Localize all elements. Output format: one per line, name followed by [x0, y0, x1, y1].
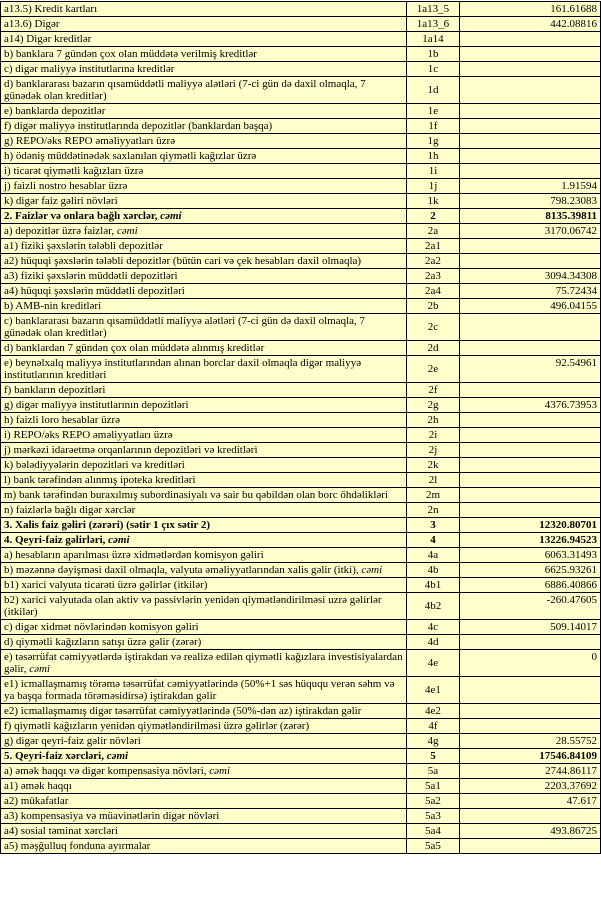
- table-row: [1, 719, 601, 734]
- row-code: 2l: [407, 473, 460, 488]
- row-code: 4b: [407, 563, 460, 578]
- table-row: [1, 824, 601, 839]
- row-value: [460, 503, 601, 518]
- row-code: 4a: [407, 548, 460, 563]
- table-row: [1, 2, 601, 17]
- row-code: 1k: [407, 194, 460, 209]
- row-label: e1) icmallaşmamış törəmə təsərrüfat cəmiyyətlərində (50%+1 səs hüququ verən səhm və ya başqa formada törəməsidirsə) iştirakdan gəlir: [1, 677, 407, 704]
- label-italic-suffix: cəmi: [361, 564, 383, 576]
- row-value: [460, 809, 601, 824]
- row-code: 1c: [407, 62, 460, 77]
- row-label: b2) xarici valyutada olan aktiv və passivlərin yenidən qiymətləndirilməsi uzrə gəlirlər (itkilər): [1, 593, 407, 620]
- row-label: 2. Faizlər və onlara bağlı xərclər, cəmi: [1, 209, 407, 224]
- row-value: 8135.39811: [460, 209, 601, 224]
- row-label: d) qiymətli kağızların satışı üzrə gəlir (zərər): [1, 635, 407, 650]
- row-label: a4) hüquqi şəxslərin müddətli depozitləri: [1, 284, 407, 299]
- row-code: 2a2: [407, 254, 460, 269]
- row-label: b) məzənnə dəyişməsi daxil olmaqla, valyuta əməliyyatlarından xalis gəlir (itki), cəmi: [1, 563, 407, 578]
- table-row: [1, 704, 601, 719]
- row-value: 798.23083: [460, 194, 601, 209]
- table-row: [1, 563, 601, 578]
- table-row: [1, 104, 601, 119]
- row-label: d) banklararası bazarın qısamüddətli maliyyə alətləri (7-ci gün də daxil olmaqla, 7 günədək olan kreditlər): [1, 77, 407, 104]
- table-row: [1, 593, 601, 620]
- table-row: [1, 164, 601, 179]
- row-value: 0: [460, 650, 601, 677]
- row-code: 2g: [407, 398, 460, 413]
- table-row: [1, 809, 601, 824]
- row-code: 4e2: [407, 704, 460, 719]
- row-label: c) banklararası bazarın qısamüddətli maliyyə alətləri (7-ci gün də daxil olmaqla, 7 günədək olan kreditlər): [1, 314, 407, 341]
- row-label: a2) mükafatlar: [1, 794, 407, 809]
- row-label: m) bank tərəfindən buraxılmış subordinasiyalı və sair bu qəbildən olan borc öhdəlikləri: [1, 488, 407, 503]
- row-value: 509.14017: [460, 620, 601, 635]
- row-value: [460, 443, 601, 458]
- row-value: [460, 428, 601, 443]
- table-row: [1, 677, 601, 704]
- row-code: 4b1: [407, 578, 460, 593]
- row-value: 1.91594: [460, 179, 601, 194]
- row-value: [460, 32, 601, 47]
- row-code: 5a5: [407, 839, 460, 854]
- table-row: [1, 299, 601, 314]
- row-value: [460, 341, 601, 356]
- row-label: d) banklardan 7 gündən çox olan müddətə alınmış kreditlər: [1, 341, 407, 356]
- row-label: a) hesabların aparılması üzrə xidmətlərdən komisyon gəliri: [1, 548, 407, 563]
- table-row: [1, 503, 601, 518]
- row-label: e2) icmallaşmamış digər təsərrüfat cəmiyyətlərində (50%-dən az) iştirakdan gəlir: [1, 704, 407, 719]
- table-row: [1, 383, 601, 398]
- row-label: g) digər qeyri-faiz gəlir növləri: [1, 734, 407, 749]
- row-code: 4b2: [407, 593, 460, 620]
- row-code: 1i: [407, 164, 460, 179]
- table-row: [1, 356, 601, 383]
- row-label: g) digər maliyyə institutlarının depozitləri: [1, 398, 407, 413]
- row-value: 2203.37692: [460, 779, 601, 794]
- row-label: a3) fiziki şəxslərin müddətli depozitləri: [1, 269, 407, 284]
- row-code: 5a1: [407, 779, 460, 794]
- label-italic-suffix: cəmi: [106, 750, 129, 762]
- row-label: c) digər xidmət növlərindən komisyon gəliri: [1, 620, 407, 635]
- table-row: [1, 341, 601, 356]
- row-value: 17546.84109: [460, 749, 601, 764]
- row-value: [460, 383, 601, 398]
- table-row: [1, 635, 601, 650]
- table-body: [1, 2, 601, 854]
- table-row: [1, 518, 601, 533]
- row-code: 2j: [407, 443, 460, 458]
- table-row: [1, 224, 601, 239]
- table-row: [1, 209, 601, 224]
- row-value: [460, 314, 601, 341]
- row-code: 1h: [407, 149, 460, 164]
- row-value: [460, 119, 601, 134]
- row-code: 2c: [407, 314, 460, 341]
- table-row: [1, 314, 601, 341]
- row-code: 2k: [407, 458, 460, 473]
- label-italic-suffix: cəmi: [209, 765, 231, 777]
- row-label: f) bankların depozitləri: [1, 383, 407, 398]
- row-value: 3170.06742: [460, 224, 601, 239]
- row-code: 2b: [407, 299, 460, 314]
- row-label: b) AMB-nin kreditləri: [1, 299, 407, 314]
- row-code: 2n: [407, 503, 460, 518]
- table-row: [1, 488, 601, 503]
- row-code: 1e: [407, 104, 460, 119]
- row-label: n) faizlərlə bağlı digər xərclər: [1, 503, 407, 518]
- row-label: a4) sosial təminat xərcləri: [1, 824, 407, 839]
- row-code: 2a: [407, 224, 460, 239]
- row-label: a5) məşğulluq fonduna ayırmalar: [1, 839, 407, 854]
- row-code: 1d: [407, 77, 460, 104]
- row-value: [460, 134, 601, 149]
- row-code: 2d: [407, 341, 460, 356]
- table-row: [1, 134, 601, 149]
- row-code: 5a3: [407, 809, 460, 824]
- row-value: [460, 62, 601, 77]
- row-label: b) banklara 7 gündən çox olan müddətə verilmiş kreditlər: [1, 47, 407, 62]
- row-code: 5a: [407, 764, 460, 779]
- row-label: a1) əmək haqqı: [1, 779, 407, 794]
- row-label: a) əmək haqqı və digər kompensasiya növləri, cəmi: [1, 764, 407, 779]
- row-label: 3. Xalis faiz gəliri (zərəri) (sətir 1 çıx sətir 2): [1, 518, 407, 533]
- table-row: [1, 794, 601, 809]
- table-row: [1, 119, 601, 134]
- row-code: 1f: [407, 119, 460, 134]
- row-label: a) depozitlər üzrə faizlər, cəmi: [1, 224, 407, 239]
- table-row: [1, 533, 601, 548]
- table-row: [1, 413, 601, 428]
- row-value: [460, 635, 601, 650]
- row-value: 6063.31493: [460, 548, 601, 563]
- row-label: a14) Digər kreditlər: [1, 32, 407, 47]
- row-value: 161.61688: [460, 2, 601, 17]
- row-value: 442.08816: [460, 17, 601, 32]
- row-value: [460, 719, 601, 734]
- table-row: [1, 548, 601, 563]
- row-value: 493.86725: [460, 824, 601, 839]
- row-label: e) banklarda depozitlər: [1, 104, 407, 119]
- table-row: [1, 398, 601, 413]
- row-value: [460, 458, 601, 473]
- row-value: -260.47605: [460, 593, 601, 620]
- row-code: 1j: [407, 179, 460, 194]
- row-code: 2a3: [407, 269, 460, 284]
- row-label: h) ödəniş müddətinədək saxlanılan qiymətli kağızlar üzrə: [1, 149, 407, 164]
- row-label: c) digər maliyyə institutlarına kreditlər: [1, 62, 407, 77]
- row-value: [460, 254, 601, 269]
- row-label: f) qiymətli kağızların yenidən qiymətləndirilməsi üzrə gəlirlər (zərər): [1, 719, 407, 734]
- row-value: [460, 839, 601, 854]
- row-label: j) mərkəzi idarəetmə orqanlarının depozitləri və kreditləri: [1, 443, 407, 458]
- row-label: l) bank tərəfindən alınmış ipoteka kreditləri: [1, 473, 407, 488]
- row-value: [460, 239, 601, 254]
- row-code: 1b: [407, 47, 460, 62]
- row-label: a1) fiziki şəxslərin tələbli depozitlər: [1, 239, 407, 254]
- table-row: [1, 578, 601, 593]
- row-label: i) ticarət qiymətli kağızları üzrə: [1, 164, 407, 179]
- table-row: [1, 839, 601, 854]
- table-row: [1, 284, 601, 299]
- label-italic-suffix: cəmi: [108, 534, 130, 546]
- table-row: [1, 77, 601, 104]
- row-code: 4f: [407, 719, 460, 734]
- row-code: 2a4: [407, 284, 460, 299]
- table-row: [1, 47, 601, 62]
- table-row: [1, 194, 601, 209]
- label-italic-suffix: cəmi: [29, 663, 50, 675]
- row-code: 4: [407, 533, 460, 548]
- row-code: 4d: [407, 635, 460, 650]
- row-code: 4g: [407, 734, 460, 749]
- table-row: [1, 239, 601, 254]
- row-value: [460, 473, 601, 488]
- row-value: 28.55752: [460, 734, 601, 749]
- row-value: [460, 47, 601, 62]
- table-row: [1, 254, 601, 269]
- row-value: 6886.40866: [460, 578, 601, 593]
- row-code: 2: [407, 209, 460, 224]
- row-value: 47.617: [460, 794, 601, 809]
- row-value: [460, 413, 601, 428]
- row-code: 1a13_6: [407, 17, 460, 32]
- row-label: k) bələdiyyələrin depozitləri və kreditləri: [1, 458, 407, 473]
- row-value: 75.72434: [460, 284, 601, 299]
- row-code: 2e: [407, 356, 460, 383]
- row-label: a3) kompensasiya və müavinətlərin digər növləri: [1, 809, 407, 824]
- row-value: 13226.94523: [460, 533, 601, 548]
- row-value: 92.54961: [460, 356, 601, 383]
- row-code: 4e: [407, 650, 460, 677]
- table-row: [1, 473, 601, 488]
- row-label: b1) xarici valyuta ticarəti üzrə gəlirlər (itkilər): [1, 578, 407, 593]
- row-value: [460, 677, 601, 704]
- table-row: [1, 779, 601, 794]
- row-code: 1g: [407, 134, 460, 149]
- row-code: 5: [407, 749, 460, 764]
- table-row: [1, 458, 601, 473]
- row-code: 5a2: [407, 794, 460, 809]
- row-code: 2f: [407, 383, 460, 398]
- table-row: [1, 749, 601, 764]
- row-value: [460, 149, 601, 164]
- row-code: 2h: [407, 413, 460, 428]
- row-label: i) REPO/əks REPO əməliyyatları üzrə: [1, 428, 407, 443]
- table-row: [1, 17, 601, 32]
- row-value: 12320.80701: [460, 518, 601, 533]
- row-code: 4e1: [407, 677, 460, 704]
- row-label: j) faizli nostro hesablar üzrə: [1, 179, 407, 194]
- row-value: [460, 704, 601, 719]
- row-label: e) beynəlxalq maliyyə institutlarından alınan borclar daxil olmaqla digər maliyyə institutlarının kreditləri: [1, 356, 407, 383]
- row-code: 5a4: [407, 824, 460, 839]
- table-row: [1, 32, 601, 47]
- row-value: 496.04155: [460, 299, 601, 314]
- income-statement-table: [0, 1, 601, 854]
- row-label: 5. Qeyri-faiz xərcləri, cəmi: [1, 749, 407, 764]
- label-italic-suffix: cəmi: [116, 225, 138, 237]
- row-code: 1a14: [407, 32, 460, 47]
- table-row: [1, 179, 601, 194]
- table-row: [1, 269, 601, 284]
- row-label: k) digər faiz gəliri növləri: [1, 194, 407, 209]
- row-value: 4376.73953: [460, 398, 601, 413]
- table-row: [1, 764, 601, 779]
- row-code: 2m: [407, 488, 460, 503]
- row-label: f) digər maliyyə institutlarında depozitlər (banklardan başqa): [1, 119, 407, 134]
- row-value: [460, 77, 601, 104]
- row-label: a13.5) Kredit kartları: [1, 2, 407, 17]
- row-code: 1a13_5: [407, 2, 460, 17]
- row-value: [460, 164, 601, 179]
- row-label: e) təsərrüfat cəmiyyətlərdə iştirakdan və realizə edilən qiymətli kağızlara investisiyalardan gəlir, cəmi: [1, 650, 407, 677]
- row-code: 4c: [407, 620, 460, 635]
- row-value: 2744.86117: [460, 764, 601, 779]
- row-code: 2a1: [407, 239, 460, 254]
- row-code: 3: [407, 518, 460, 533]
- table-row: [1, 428, 601, 443]
- table-row: [1, 650, 601, 677]
- table-row: [1, 734, 601, 749]
- table-row: [1, 443, 601, 458]
- row-label: g) REPO/əks REPO əməliyyatları üzrə: [1, 134, 407, 149]
- table-row: [1, 149, 601, 164]
- row-label: a2) hüquqi şəxslərin tələbli depozitlər (bütün cari və çek hesabları daxil olmaqla): [1, 254, 407, 269]
- row-code: 2i: [407, 428, 460, 443]
- row-label: a13.6) Digər: [1, 17, 407, 32]
- table-row: [1, 62, 601, 77]
- row-label: h) faizli loro hesablar üzrə: [1, 413, 407, 428]
- table-row: [1, 620, 601, 635]
- row-label: 4. Qeyri-faiz gəlirləri, cəmi: [1, 533, 407, 548]
- row-value: 3094.34308: [460, 269, 601, 284]
- label-italic-suffix: cəmi: [160, 210, 182, 222]
- row-value: [460, 488, 601, 503]
- row-value: [460, 104, 601, 119]
- row-value: 6625.93261: [460, 563, 601, 578]
